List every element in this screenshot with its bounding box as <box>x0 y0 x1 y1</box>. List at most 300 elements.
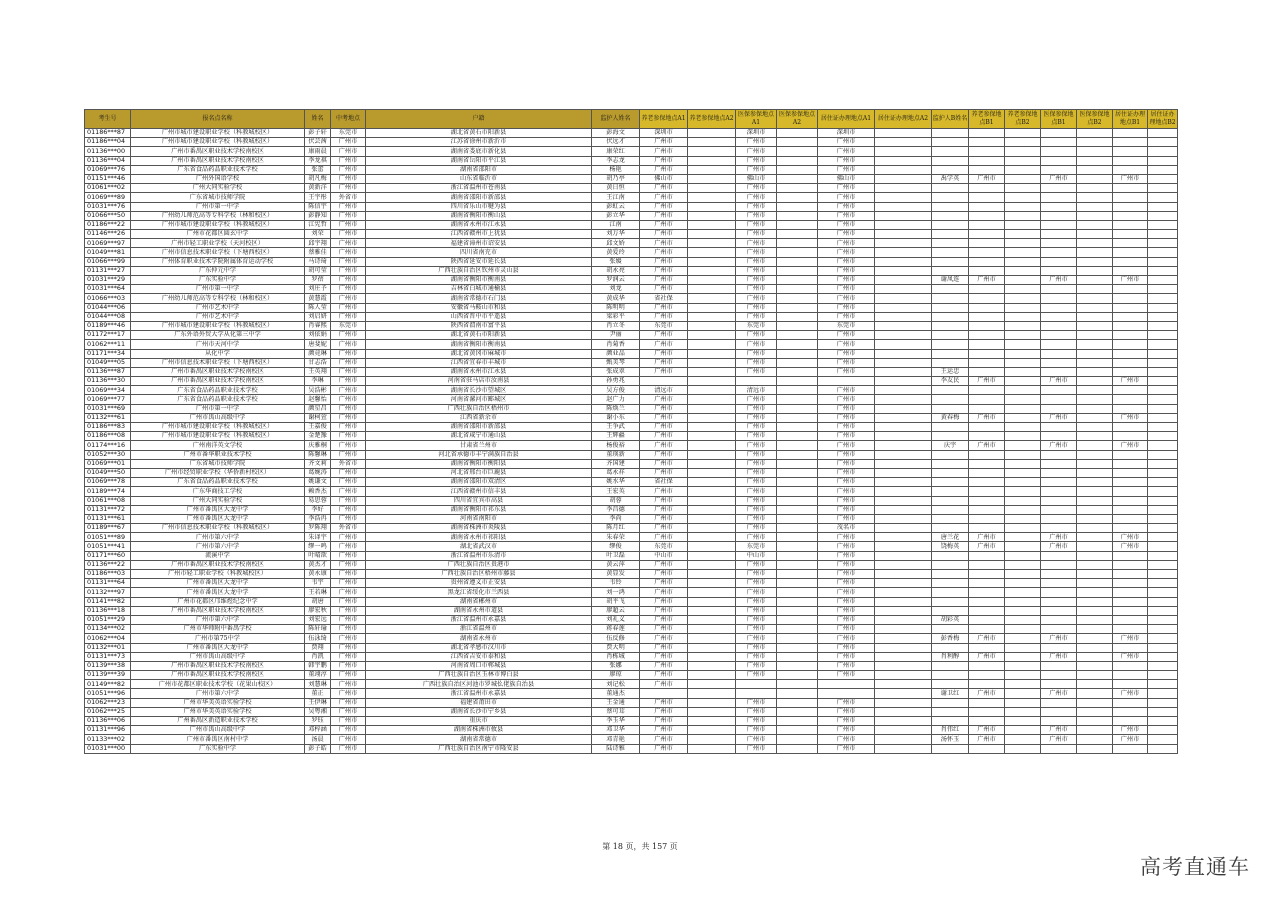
table-cell: 广州市城市建设职业学校（科教城校区） <box>131 129 305 138</box>
table-cell <box>1077 707 1113 716</box>
table-cell <box>875 615 932 624</box>
table-cell <box>777 542 818 551</box>
table-row <box>85 138 1178 147</box>
table-cell: 广州市 <box>640 634 688 643</box>
table-cell: 汤晨 <box>305 735 331 744</box>
table-cell <box>875 184 932 193</box>
table-cell <box>875 689 932 698</box>
table-cell <box>969 579 1005 588</box>
table-cell: 刘依娟 <box>305 331 331 340</box>
table-cell: 广州市 <box>818 404 875 413</box>
table-cell <box>1148 432 1178 441</box>
table-cell <box>1148 294 1178 303</box>
table-cell <box>1041 358 1077 367</box>
table-cell: 赵馨怡 <box>305 395 331 404</box>
table-cell: 广州市 <box>818 606 875 615</box>
table-cell: 广州市番禺区大龙中学 <box>131 588 305 597</box>
table-row <box>85 349 1178 358</box>
table-cell: 湖南省衡阳市祁东县 <box>366 505 592 514</box>
table-cell <box>932 744 969 753</box>
table-cell <box>875 285 932 294</box>
table-cell <box>1041 257 1077 266</box>
table-row <box>85 459 1178 468</box>
table-cell <box>1041 560 1077 569</box>
table-cell <box>932 643 969 652</box>
table-cell: 朱译宇 <box>305 533 331 542</box>
table-cell: 01171***60 <box>85 551 131 560</box>
table-cell <box>1113 257 1148 266</box>
table-cell <box>1148 174 1178 183</box>
table-cell: 广州市 <box>818 570 875 579</box>
table-cell <box>777 496 818 505</box>
table-cell: 河南省驻马店市汝南县 <box>366 377 592 386</box>
table-cell: 广州市城市建设职业学校（科教城校区） <box>131 138 305 147</box>
table-cell <box>932 404 969 413</box>
table-row <box>85 423 1178 432</box>
table-cell <box>1077 377 1113 386</box>
table-cell: 广州市 <box>640 423 688 432</box>
table-row <box>85 211 1178 220</box>
table-cell: 广州市 <box>818 560 875 569</box>
table-cell <box>1005 560 1041 569</box>
table-cell <box>932 625 969 634</box>
table-cell: 广州市 <box>331 294 366 303</box>
table-cell: 杨俊裕 <box>592 441 640 450</box>
table-cell: 禹学英 <box>932 174 969 183</box>
table-cell <box>1077 505 1113 514</box>
table-cell <box>875 680 932 689</box>
table-cell <box>969 386 1005 395</box>
table-cell: 广州市 <box>331 625 366 634</box>
table-cell: 浙江省温州市乐清市 <box>366 551 592 560</box>
table-cell <box>1077 652 1113 661</box>
table-cell: 01131***61 <box>85 514 131 523</box>
table-cell: 福建省漳州市诏安县 <box>366 239 592 248</box>
table-cell <box>875 597 932 606</box>
table-cell: 广州市 <box>1041 652 1077 661</box>
table-cell: 广州市 <box>331 248 366 257</box>
table-cell <box>1005 707 1041 716</box>
table-cell <box>1077 285 1113 294</box>
table-cell: 广州市 <box>331 257 366 266</box>
table-cell <box>1077 147 1113 156</box>
table-cell: 东莞市 <box>331 321 366 330</box>
table-cell: 颜业品 <box>592 349 640 358</box>
table-cell <box>688 423 736 432</box>
table-cell <box>1077 129 1113 138</box>
table-cell <box>1005 340 1041 349</box>
table-cell <box>932 147 969 156</box>
table-cell <box>1041 625 1077 634</box>
table-cell <box>688 478 736 487</box>
table-cell <box>875 634 932 643</box>
table-cell <box>875 505 932 514</box>
table-cell: 广州市 <box>331 661 366 670</box>
table-cell: 广州市 <box>640 560 688 569</box>
table-cell <box>688 395 736 404</box>
table-cell: 广州市 <box>736 588 777 597</box>
table-cell: 江西省赣州市信丰县 <box>366 487 592 496</box>
table-cell: 广州市 <box>640 671 688 680</box>
table-cell <box>1077 726 1113 735</box>
table-cell <box>932 423 969 432</box>
table-cell: 广州市 <box>640 570 688 579</box>
table-cell: 赖香杰 <box>305 487 331 496</box>
table-cell <box>875 643 932 652</box>
table-cell <box>932 707 969 716</box>
table-cell: 广州市 <box>640 597 688 606</box>
table-cell: 胡乃亭 <box>592 174 640 183</box>
column-header: 养老参保地点B2 <box>1005 110 1041 129</box>
table-cell: 广州市 <box>640 202 688 211</box>
table-cell: 01132***97 <box>85 588 131 597</box>
table-cell: 颜竟琳 <box>305 349 331 358</box>
table-cell <box>777 524 818 533</box>
table-cell: 易思蓉 <box>305 496 331 505</box>
table-cell: 佛山市 <box>818 174 875 183</box>
table-cell: 流溪中学 <box>131 551 305 560</box>
table-cell <box>1148 487 1178 496</box>
table-cell: 蔡雅佳 <box>305 248 331 257</box>
table-cell <box>875 514 932 523</box>
table-cell: 刘记松 <box>592 680 640 689</box>
table-cell: 湖北省黄石市阳新县 <box>366 331 592 340</box>
table-cell: 外省市 <box>331 524 366 533</box>
table-cell: 广州市 <box>640 459 688 468</box>
table-cell <box>1005 230 1041 239</box>
table-cell: 尹丽 <box>592 331 640 340</box>
table-cell: 广州市 <box>331 468 366 477</box>
table-cell: 广州市 <box>736 165 777 174</box>
table-cell: 广州体育职业技术学院附属体育运动学校 <box>131 257 305 266</box>
table-row <box>85 404 1178 413</box>
table-cell: 黄新洋 <box>305 184 331 193</box>
table-cell: 杨艳 <box>592 165 640 174</box>
table-cell <box>875 358 932 367</box>
table-cell <box>875 717 932 726</box>
table-cell: 东莞市 <box>331 129 366 138</box>
table-cell <box>1005 174 1041 183</box>
table-cell: 广州市 <box>331 533 366 542</box>
table-cell: 广州市 <box>736 744 777 753</box>
table-cell: 广州市 <box>640 367 688 376</box>
table-cell: 广州市 <box>818 441 875 450</box>
table-cell: 广州市第75中学 <box>131 634 305 643</box>
table-cell <box>1077 294 1113 303</box>
table-cell: 广州市 <box>331 717 366 726</box>
table-cell <box>969 340 1005 349</box>
table-cell <box>969 625 1005 634</box>
table-row <box>85 533 1178 542</box>
table-cell: 01186***22 <box>85 220 131 229</box>
table-cell <box>1041 524 1077 533</box>
table-cell <box>969 220 1005 229</box>
table-cell: 从化中学 <box>131 349 305 358</box>
table-cell: 广州市 <box>331 652 366 661</box>
table-cell <box>1113 184 1148 193</box>
table-cell <box>1148 248 1178 257</box>
table-cell <box>1005 661 1041 670</box>
table-cell: 01066***50 <box>85 211 131 220</box>
table-cell: 广州市 <box>331 588 366 597</box>
table-cell <box>1041 165 1077 174</box>
table-cell <box>1005 294 1041 303</box>
column-header: 养老参保地点A1 <box>640 110 688 129</box>
table-cell <box>1005 239 1041 248</box>
table-cell <box>1041 294 1077 303</box>
table-cell: 广东省食品药品职业技术学校 <box>131 478 305 487</box>
table-cell: 王若琳 <box>305 588 331 597</box>
table-cell <box>777 441 818 450</box>
table-cell <box>932 331 969 340</box>
table-cell: 01031***76 <box>85 202 131 211</box>
table-cell <box>932 680 969 689</box>
table-cell: 江宪哲 <box>305 220 331 229</box>
table-cell: 广州市 <box>331 487 366 496</box>
table-cell: 黄显发 <box>592 570 640 579</box>
table-cell <box>688 625 736 634</box>
table-cell: 四川省南充市 <box>366 248 592 257</box>
table-cell: 广州市 <box>736 303 777 312</box>
table-cell <box>1041 138 1077 147</box>
table-cell: 肖立冬 <box>592 321 640 330</box>
table-cell: 广州市 <box>331 340 366 349</box>
table-cell <box>1005 634 1041 643</box>
table-cell: 01151***46 <box>85 174 131 183</box>
table-cell <box>1148 505 1178 514</box>
table-cell <box>1077 230 1113 239</box>
table-cell: 01136***18 <box>85 606 131 615</box>
table-cell <box>688 597 736 606</box>
table-cell <box>688 588 736 597</box>
table-cell: 伍泳绮 <box>305 634 331 643</box>
table-cell <box>1005 698 1041 707</box>
table-cell: 01136***06 <box>85 717 131 726</box>
table-cell <box>688 174 736 183</box>
table-cell <box>875 211 932 220</box>
table-cell: 湖北省黄石市阳新县 <box>366 129 592 138</box>
table-cell <box>1113 524 1148 533</box>
table-cell: 广州市第一中学 <box>131 202 305 211</box>
table-cell: 湖南省永州市江永县 <box>366 220 592 229</box>
table-cell <box>875 230 932 239</box>
table-cell: 肖睿熙 <box>305 321 331 330</box>
table-cell <box>1113 349 1148 358</box>
table-cell: 广州市 <box>1041 735 1077 744</box>
table-cell <box>932 230 969 239</box>
table-cell <box>688 441 736 450</box>
table-cell <box>1077 303 1113 312</box>
table-cell: 广州市 <box>736 202 777 211</box>
table-cell <box>1041 303 1077 312</box>
table-cell <box>1148 717 1178 726</box>
table-cell: 广州市花都区职业技术学校（花果山校区） <box>131 680 305 689</box>
table-cell <box>1005 138 1041 147</box>
table-cell: 广州市番禺区大龙中学 <box>131 579 305 588</box>
table-cell: 广州市 <box>640 514 688 523</box>
table-cell <box>1041 671 1077 680</box>
table-cell: 广东省城市技师学院 <box>131 193 305 202</box>
table-row <box>85 156 1178 165</box>
table-cell: 邓卫华 <box>592 726 640 735</box>
table-cell <box>969 129 1005 138</box>
table-cell: 吴浩彬 <box>305 386 331 395</box>
table-cell <box>875 570 932 579</box>
table-cell <box>688 285 736 294</box>
table-cell: 黄杰才 <box>305 560 331 569</box>
table-cell <box>1005 129 1041 138</box>
table-cell <box>875 450 932 459</box>
table-cell <box>1077 450 1113 459</box>
table-cell: 广州市 <box>736 643 777 652</box>
table-cell: 01031***64 <box>85 285 131 294</box>
table-cell <box>875 239 932 248</box>
table-cell: 湖北省咸宁市通山县 <box>366 432 592 441</box>
table-cell: 陈轩瑜 <box>305 625 331 634</box>
table-cell: 广州市 <box>331 202 366 211</box>
table-cell: 广州市华美英语实验学校 <box>131 707 305 716</box>
table-cell: 湖南省株洲市炎陵县 <box>366 524 592 533</box>
table-cell: 河北省邢台市巨鹿县 <box>366 468 592 477</box>
table-cell <box>1148 239 1178 248</box>
table-cell: 广州市花都区圆玄中学 <box>131 230 305 239</box>
table-cell <box>1077 340 1113 349</box>
table-cell: 广州市 <box>331 735 366 744</box>
table-cell: 金楚豫 <box>305 432 331 441</box>
table-cell <box>1005 468 1041 477</box>
table-cell <box>1148 459 1178 468</box>
table-cell: 广东省食品药品职业技术学校 <box>131 395 305 404</box>
table-cell: 广州市 <box>1041 533 1077 542</box>
table-cell <box>688 551 736 560</box>
table-cell: 广州市 <box>736 615 777 624</box>
table-cell: 广州市 <box>818 193 875 202</box>
table-cell: 广州市第六中学 <box>131 615 305 624</box>
table-cell: 广州市番禺区大龙中学 <box>131 514 305 523</box>
table-cell: 饶梅英 <box>932 542 969 551</box>
table-cell <box>875 367 932 376</box>
table-cell <box>875 294 932 303</box>
table-cell: 中山市 <box>736 551 777 560</box>
table-cell <box>1005 597 1041 606</box>
table-cell <box>969 138 1005 147</box>
table-cell <box>688 257 736 266</box>
table-cell: 康雨晨 <box>305 147 331 156</box>
table-cell: 广州市 <box>969 689 1005 698</box>
table-cell <box>1077 266 1113 275</box>
table-cell: 广州市第六中学 <box>131 542 305 551</box>
table-cell: 广州市 <box>736 698 777 707</box>
table-cell <box>777 174 818 183</box>
table-cell: 广州市 <box>331 698 366 707</box>
table-cell: 广州市 <box>640 395 688 404</box>
table-cell <box>1113 285 1148 294</box>
table-cell: 江西省宜春市丰城市 <box>366 358 592 367</box>
table-cell: 广州市 <box>736 560 777 569</box>
table-cell: 广州市 <box>736 661 777 670</box>
table-cell <box>1041 432 1077 441</box>
table-row <box>85 174 1178 183</box>
table-cell <box>969 248 1005 257</box>
table-cell <box>932 717 969 726</box>
table-cell: 叶卫磊 <box>592 551 640 560</box>
table-cell <box>875 542 932 551</box>
table-cell: 浙江省温州市永嘉县 <box>366 615 592 624</box>
table-cell: 广州市 <box>640 698 688 707</box>
table-cell <box>969 478 1005 487</box>
table-cell <box>1005 349 1041 358</box>
table-cell <box>969 239 1005 248</box>
table-cell: 广州市 <box>640 220 688 229</box>
table-cell: 广州市 <box>736 524 777 533</box>
table-cell: 湖南省长沙市宁乡县 <box>366 707 592 716</box>
table-cell: 01134***02 <box>85 625 131 634</box>
table-cell <box>777 717 818 726</box>
table-cell: 颜星昌 <box>305 404 331 413</box>
table-cell: 广州市 <box>736 423 777 432</box>
table-cell <box>875 533 932 542</box>
table-cell: 广州市 <box>818 542 875 551</box>
table-cell: 王运忠 <box>932 367 969 376</box>
table-cell: 广州市 <box>736 579 777 588</box>
table-cell <box>688 312 736 321</box>
table-cell <box>932 303 969 312</box>
table-cell <box>1041 468 1077 477</box>
table-cell: 广州市 <box>331 680 366 689</box>
table-cell: 谢凤连 <box>932 276 969 285</box>
table-cell <box>969 597 1005 606</box>
registration-table <box>84 109 1178 754</box>
table-cell <box>688 184 736 193</box>
table-cell <box>1148 303 1178 312</box>
table-cell <box>688 661 736 670</box>
table-cell: 肖凯 <box>305 652 331 661</box>
table-cell: 广州市 <box>640 266 688 275</box>
table-cell <box>1113 239 1148 248</box>
table-cell: 广州市 <box>1041 276 1077 285</box>
table-cell <box>1041 478 1077 487</box>
table-cell: 广州市 <box>640 248 688 257</box>
table-cell <box>777 468 818 477</box>
table-cell: 01062***04 <box>85 634 131 643</box>
table-cell <box>1005 680 1041 689</box>
table-cell <box>932 358 969 367</box>
table-cell <box>969 432 1005 441</box>
table-cell <box>875 303 932 312</box>
table-cell: 陕西省延安市延长县 <box>366 257 592 266</box>
table-cell: 广州市 <box>640 606 688 615</box>
table-cell <box>777 248 818 257</box>
table-cell <box>777 358 818 367</box>
table-cell <box>1077 184 1113 193</box>
table-cell: 广州市艺术中学 <box>131 303 305 312</box>
table-cell: 马诗琦 <box>305 257 331 266</box>
table-cell: 齐文莉 <box>305 459 331 468</box>
table-cell <box>1041 312 1077 321</box>
table-cell: 广州市 <box>818 579 875 588</box>
table-cell: 01189***74 <box>85 487 131 496</box>
table-cell <box>1113 717 1148 726</box>
table-cell: 蔡可茸 <box>592 707 640 716</box>
table-cell: 王辉疆 <box>592 432 640 441</box>
table-cell <box>875 174 932 183</box>
table-cell <box>1077 220 1113 229</box>
table-cell <box>1077 560 1113 569</box>
table-cell <box>875 487 932 496</box>
table-cell: 广州市 <box>818 413 875 422</box>
table-cell: 广州市 <box>818 707 875 716</box>
table-cell <box>1113 303 1148 312</box>
